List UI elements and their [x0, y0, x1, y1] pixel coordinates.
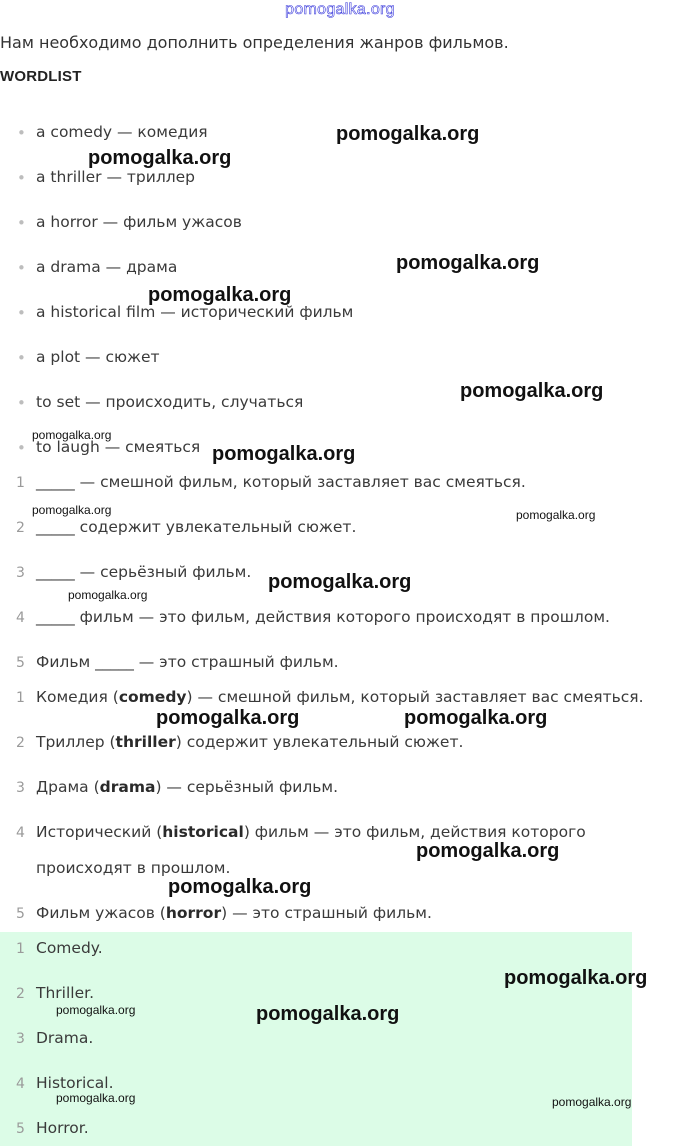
- exercise-item: Фильм _____ — это страшный фильм.: [36, 653, 339, 671]
- item-number: 2: [16, 986, 25, 1002]
- bullet: •: [17, 349, 26, 367]
- item-number: 5: [16, 906, 25, 922]
- key-word: horror: [165, 904, 222, 922]
- watermark: pomogalka.org: [516, 508, 596, 522]
- bullet: •: [17, 259, 26, 277]
- key-word: drama: [99, 778, 156, 796]
- watermark: pomogalka.org: [68, 588, 148, 602]
- bullet: •: [17, 394, 26, 412]
- site-header-logo[interactable]: pomogalka.org: [285, 1, 395, 18]
- solution-text: ) фильм — это фильм, действия которого: [243, 823, 586, 841]
- exercise-item: _____ — смешной фильм, который заставляет вас смеяться.: [36, 473, 526, 491]
- solution-text: Исторический (: [36, 823, 163, 841]
- solution-text: ) содержит увлекательный сюжет.: [175, 733, 464, 751]
- answer-item: Drama.: [36, 1029, 94, 1047]
- exercise-item: _____ фильм — это фильм, действия которого происходят в прошлом.: [36, 608, 610, 626]
- solution-item-continuation: происходят в прошлом.: [36, 859, 231, 877]
- item-number: 5: [16, 1121, 25, 1137]
- item-number: 1: [16, 941, 25, 957]
- answer-item: Thriller.: [36, 984, 94, 1002]
- item-number: 4: [16, 610, 25, 626]
- list-item: a horror — фильм ужасов: [36, 213, 242, 231]
- watermark: pomogalka.org: [268, 571, 412, 593]
- watermark: pomogalka.org: [32, 428, 112, 442]
- item-number: 2: [16, 735, 25, 751]
- answer-item: Comedy.: [36, 939, 103, 957]
- item-number: 5: [16, 655, 25, 671]
- solution-text: Комедия (: [36, 688, 119, 706]
- list-item: a drama — драма: [36, 258, 178, 276]
- bullet: •: [17, 124, 26, 142]
- list-item: to laugh — смеяться: [36, 438, 201, 456]
- watermark: pomogalka.org: [156, 707, 300, 729]
- solution-text: ) — серьёзный фильм.: [155, 778, 339, 796]
- exercise-item: _____ — серьёзный фильм.: [36, 563, 252, 581]
- key-word: comedy: [118, 688, 187, 706]
- answer-item: Horror.: [36, 1119, 89, 1137]
- solution-text: Триллер (: [36, 733, 116, 751]
- watermark: pomogalka.org: [88, 147, 232, 169]
- bullet: •: [17, 214, 26, 232]
- key-word: historical: [162, 823, 244, 841]
- wordlist-heading: WORDLIST: [0, 68, 82, 85]
- item-number: 3: [16, 565, 25, 581]
- watermark: pomogalka.org: [416, 840, 560, 862]
- solution-text: ) — смешной фильм, который заставляет вас смеяться.: [186, 688, 644, 706]
- item-number: 1: [16, 690, 25, 706]
- solution-item: [36, 733, 463, 751]
- watermark: pomogalka.org: [396, 252, 540, 274]
- solution-item: [36, 904, 432, 922]
- watermark: pomogalka.org: [168, 876, 312, 898]
- bullet: •: [17, 304, 26, 322]
- answer-item: Historical.: [36, 1074, 114, 1092]
- answers-panel: [0, 932, 632, 1146]
- bullet: •: [17, 439, 26, 457]
- bullet: •: [17, 169, 26, 187]
- list-item: a comedy — комедия: [36, 123, 208, 141]
- watermark: pomogalka.org: [56, 1091, 136, 1105]
- watermark: pomogalka.org: [460, 380, 604, 402]
- list-item: a thriller — триллер: [36, 168, 196, 186]
- watermark: pomogalka.org: [56, 1003, 136, 1017]
- key-word: thriller: [115, 733, 176, 751]
- watermark: pomogalka.org: [404, 707, 548, 729]
- item-number: 2: [16, 520, 25, 536]
- task-instruction: Нам необходимо дополнить определения жанров фильмов.: [0, 33, 509, 52]
- solution-text: Фильм ужасов (: [36, 904, 166, 922]
- item-number: 3: [16, 1031, 25, 1047]
- watermark: pomogalka.org: [212, 443, 356, 465]
- item-number: 1: [16, 475, 25, 491]
- list-item: to set — происходить, случаться: [36, 393, 304, 411]
- list-item: a plot — сюжет: [36, 348, 160, 366]
- item-number: 3: [16, 780, 25, 796]
- watermark: pomogalka.org: [256, 1003, 400, 1025]
- solution-text: Драма (: [36, 778, 100, 796]
- watermark: pomogalka.org: [32, 503, 112, 517]
- item-number: 4: [16, 1076, 25, 1092]
- watermark: pomogalka.org: [504, 967, 648, 989]
- solution-item: [36, 688, 644, 706]
- watermark: pomogalka.org: [336, 123, 480, 145]
- item-number: 4: [16, 825, 25, 841]
- watermark: pomogalka.org: [148, 284, 292, 306]
- solution-item: [36, 823, 586, 841]
- solution-text: ) — это страшный фильм.: [221, 904, 432, 922]
- list-item: a historical film — исторический фильм: [36, 303, 354, 321]
- exercise-item: _____ содержит увлекательный сюжет.: [36, 518, 357, 536]
- watermark: pomogalka.org: [552, 1095, 632, 1109]
- solution-item: [36, 778, 338, 796]
